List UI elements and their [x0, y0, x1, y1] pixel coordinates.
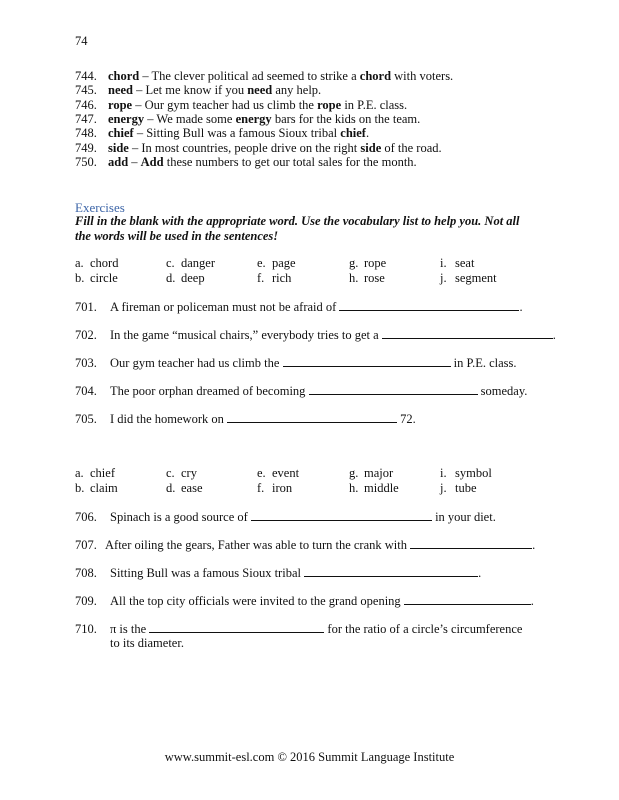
- answer-blank: [251, 509, 432, 521]
- question-text-before: The poor orphan dreamed of becoming: [110, 384, 309, 398]
- question-number: 707.: [75, 538, 97, 552]
- question-text-before: In the game “musical chairs,” everybody tries to get a: [110, 328, 382, 342]
- choice-letter: f.: [257, 270, 265, 285]
- question-number: 703.: [75, 356, 97, 370]
- choice-word: chord: [90, 256, 119, 270]
- choice-word: page: [272, 256, 296, 270]
- choice-letter: i.: [440, 466, 447, 480]
- question-number: 704.: [75, 384, 97, 398]
- vocab-number: 745.: [75, 83, 97, 98]
- vocab-entry: [75, 154, 417, 170]
- word-choice: [75, 256, 118, 271]
- question-text-after: .: [530, 594, 534, 608]
- question: [75, 383, 527, 399]
- question: [75, 593, 534, 609]
- vocab-sentence-text: The clever political ad seemed to strike a: [151, 69, 360, 83]
- question-text-after: in P.E. class.: [450, 356, 517, 370]
- vocab-word-highlight: chief: [340, 126, 366, 141]
- question-number: 706.: [75, 510, 97, 524]
- vocab-word: rope: [108, 97, 133, 112]
- vocab-dash: –: [128, 154, 141, 169]
- choice-letter: c.: [166, 256, 175, 270]
- question-text-before: Sitting Bull was a famous Sioux tribal: [110, 566, 305, 580]
- choice-letter: a.: [75, 466, 84, 480]
- question-text-after: in your diet.: [431, 510, 496, 524]
- word-choice: [440, 481, 477, 496]
- vocab-sentence-text: in P.E. class.: [341, 97, 408, 112]
- question-text-before: After oiling the gears, Father was able to turn the crank with: [105, 538, 411, 552]
- word-choice: [166, 481, 203, 496]
- instructions-line-2: the words will be used in the sentences!: [75, 229, 279, 243]
- vocab-word-highlight: need: [247, 83, 273, 98]
- word-choice: [440, 466, 492, 481]
- choice-word: chief: [90, 466, 115, 480]
- vocab-dash: –: [133, 83, 146, 98]
- choice-word: major: [364, 466, 394, 480]
- vocab-sentence-text: these numbers to get our total sales for the month.: [163, 154, 417, 169]
- choice-word: event: [272, 466, 300, 480]
- question: [75, 327, 556, 343]
- question-text-after: 72.: [397, 412, 416, 426]
- question: [75, 299, 523, 315]
- word-choice: [349, 256, 386, 271]
- choice-letter: b.: [75, 480, 85, 495]
- choice-letter: d.: [166, 270, 176, 285]
- instructions: [75, 214, 519, 244]
- vocab-word-highlight: chord: [359, 69, 392, 83]
- choice-word: rope: [364, 256, 387, 270]
- vocab-word-highlight: Add: [140, 154, 164, 169]
- vocab-word-highlight: rope: [317, 97, 342, 112]
- choice-word: circle: [90, 270, 118, 285]
- vocab-sentence-text: Let me know if you: [145, 83, 248, 98]
- instructions-line-1: Fill in the blank with the appropriate word. Use the vocabulary list to help you. Not all: [75, 214, 520, 228]
- answer-blank: [304, 565, 478, 577]
- answer-blank: [149, 621, 324, 633]
- choice-letter: h.: [349, 270, 359, 285]
- choice-word: tube: [455, 480, 477, 495]
- vocab-word-highlight: energy: [235, 111, 272, 126]
- choice-letter: f.: [257, 480, 265, 495]
- choice-letter: c.: [166, 466, 175, 480]
- question: [75, 537, 535, 553]
- question: [75, 509, 496, 525]
- question-text-before: A fireman or policeman must not be afraid of: [110, 300, 340, 314]
- word-choice: [349, 271, 385, 286]
- vocab-word: energy: [108, 111, 145, 126]
- vocab-dash: –: [128, 140, 142, 155]
- vocab-word: chief: [108, 126, 134, 141]
- choice-letter: i.: [440, 256, 447, 270]
- question-text-before: Our gym teacher had us climb the: [110, 356, 283, 370]
- question: [75, 565, 481, 581]
- choice-letter: g.: [349, 466, 359, 480]
- choice-letter: a.: [75, 256, 84, 270]
- question-text-before: Spinach is a good source of: [110, 510, 251, 524]
- choice-letter: e.: [257, 256, 266, 270]
- question-text-after: .: [478, 566, 482, 580]
- vocab-sentence-text: We made some: [156, 111, 236, 126]
- word-choice: [75, 271, 118, 286]
- question-text-after: .: [552, 328, 556, 342]
- vocab-dash: –: [133, 126, 147, 141]
- choice-word: danger: [181, 256, 216, 270]
- answer-blank: [339, 299, 519, 311]
- word-choice: [440, 271, 497, 286]
- vocab-dash: –: [139, 69, 152, 83]
- vocab-number: 744.: [75, 69, 97, 83]
- answer-blank: [309, 383, 478, 395]
- choice-word: seat: [455, 256, 475, 270]
- word-choice: [349, 466, 393, 481]
- choice-letter: e.: [257, 466, 266, 480]
- choice-word: middle: [364, 480, 399, 495]
- question: [75, 621, 522, 637]
- question-text-after: someday.: [477, 384, 528, 398]
- question-number: 702.: [75, 328, 97, 342]
- question-continuation: to its diameter.: [110, 636, 184, 650]
- choice-word: claim: [90, 480, 118, 495]
- word-choice: [75, 466, 115, 481]
- vocab-dash: –: [144, 111, 157, 126]
- choice-letter: d.: [166, 480, 176, 495]
- vocab-sentence-text: Our gym teacher had us climb the: [144, 97, 318, 112]
- choice-word: deep: [181, 270, 205, 285]
- choice-word: cry: [181, 466, 197, 480]
- vocab-sentence-text: In most countries, people drive on the right: [141, 140, 361, 155]
- word-choice: [257, 466, 299, 481]
- vocab-sentence-text: of the road.: [381, 140, 442, 155]
- choice-letter: j.: [440, 480, 447, 495]
- choice-letter: g.: [349, 256, 359, 270]
- word-choice: [257, 256, 296, 271]
- choice-letter: h.: [349, 480, 359, 495]
- vocab-word: side: [108, 140, 129, 155]
- vocab-number: 750.: [75, 154, 97, 169]
- question-number: 705.: [75, 412, 97, 426]
- choice-word: rich: [272, 270, 292, 285]
- question: [75, 355, 517, 371]
- word-choice: [440, 256, 474, 271]
- choice-word: rose: [364, 270, 385, 285]
- vocab-dash: –: [132, 97, 145, 112]
- vocab-word: chord: [108, 69, 140, 83]
- page-number: 74: [75, 34, 88, 48]
- choice-word: symbol: [455, 466, 492, 480]
- vocab-number: 747.: [75, 111, 97, 126]
- vocab-sentence-text: with voters.: [391, 69, 454, 83]
- choice-letter: b.: [75, 270, 85, 285]
- choice-word: segment: [455, 270, 497, 285]
- question-number: 710.: [75, 622, 97, 636]
- choice-word: ease: [181, 480, 203, 495]
- answer-blank: [404, 593, 531, 605]
- answer-blank: [227, 411, 397, 423]
- word-choice: [349, 481, 399, 496]
- word-choice: [166, 271, 205, 286]
- vocab-word: add: [108, 154, 129, 169]
- vocab-number: 746.: [75, 97, 97, 112]
- vocab-sentence-text: Sitting Bull was a famous Sioux tribal: [146, 126, 341, 141]
- vocab-sentence-text: bars for the kids on the team.: [271, 111, 421, 126]
- question: [75, 411, 416, 427]
- question-text-before: All the top city officials were invited to the grand opening: [110, 594, 404, 608]
- answer-blank: [410, 537, 532, 549]
- question-number: 708.: [75, 566, 97, 580]
- exercises-heading: Exercises: [75, 200, 125, 215]
- vocab-word: need: [108, 83, 133, 98]
- vocab-number: 749.: [75, 140, 97, 155]
- footer: www.summit-esl.com © 2016 Summit Language Institute: [164, 750, 455, 764]
- word-choice: [257, 271, 291, 286]
- answer-blank: [283, 355, 451, 367]
- word-choice: [166, 256, 215, 271]
- question-text-after: .: [532, 538, 536, 552]
- question-text-before: I did the homework on: [110, 412, 227, 426]
- word-choice: [257, 481, 292, 496]
- word-choice: [75, 481, 118, 496]
- vocab-sentence-text: .: [365, 126, 370, 141]
- question-text-after: .: [519, 300, 523, 314]
- word-choice: [166, 466, 197, 481]
- vocab-word-highlight: side: [360, 140, 382, 155]
- answer-blank: [382, 327, 553, 339]
- question-number: 701.: [75, 300, 97, 314]
- choice-letter: j.: [440, 270, 447, 285]
- choice-word: iron: [272, 480, 293, 495]
- vocab-number: 748.: [75, 126, 97, 141]
- question-text-before: π is the: [110, 622, 150, 636]
- vocab-sentence-text: any help.: [272, 83, 322, 98]
- question-text-after: for the ratio of a circle’s circumference: [324, 622, 523, 636]
- question-number: 709.: [75, 594, 97, 608]
